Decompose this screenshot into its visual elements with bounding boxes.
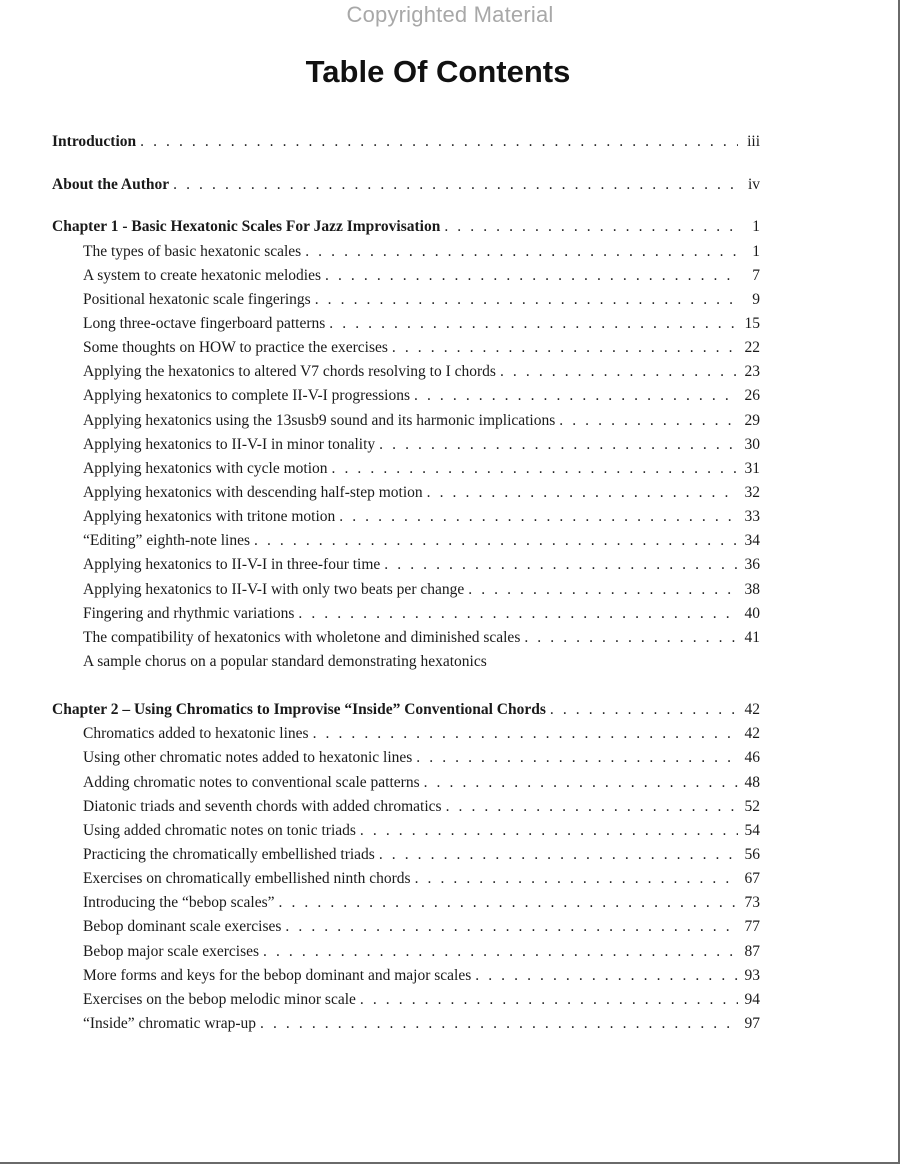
toc-page: 94 — [744, 990, 760, 1008]
toc-page: 23 — [744, 363, 760, 381]
dot-leader — [360, 819, 738, 843]
dot-leader — [446, 795, 738, 819]
dot-leader — [329, 312, 738, 336]
toc-page: 22 — [744, 339, 760, 357]
toc-page: 42 — [744, 701, 760, 719]
toc-label: A system to create hexatonic melodies — [83, 266, 322, 284]
toc-page: iv — [747, 175, 760, 193]
toc-page: 93 — [744, 966, 760, 984]
toc-entry[interactable] — [52, 1012, 760, 1036]
dot-leader — [414, 384, 738, 408]
dot-leader — [279, 891, 738, 915]
dot-leader — [339, 505, 738, 529]
toc-entry[interactable] — [52, 578, 760, 602]
toc-label: Applying hexatonics to II-V-I in three-four time — [83, 556, 381, 574]
toc-label: Introducing the “bebop scales” — [83, 894, 275, 912]
toc-page: 30 — [744, 435, 760, 453]
dot-leader — [424, 771, 738, 795]
toc-entry[interactable] — [52, 867, 760, 891]
toc-entry[interactable] — [52, 409, 760, 433]
toc-entry[interactable] — [52, 819, 760, 843]
toc-page: 52 — [744, 797, 760, 815]
toc-page: 38 — [744, 580, 760, 598]
toc-entry[interactable] — [52, 722, 760, 746]
toc-label: About the Author — [52, 175, 170, 193]
dot-leader — [360, 988, 738, 1012]
dot-leader — [254, 529, 738, 553]
toc-entry[interactable] — [52, 964, 760, 988]
toc-label: Fingering and rhythmic variations — [83, 604, 295, 622]
toc-label: Using added chromatic notes on tonic triads — [83, 821, 356, 839]
toc-entry[interactable] — [52, 529, 760, 553]
dot-leader — [260, 1012, 738, 1036]
toc-page: 56 — [744, 845, 760, 863]
toc-label: Some thoughts on HOW to practice the exercises — [83, 339, 388, 357]
toc-page: 31 — [744, 459, 760, 477]
toc-page: 42 — [744, 725, 760, 743]
toc-label: Using other chromatic notes added to hexatonic lines — [83, 749, 413, 767]
toc-page: 32 — [744, 484, 760, 502]
toc-entry[interactable] — [52, 891, 760, 915]
toc-entry[interactable] — [52, 481, 760, 505]
toc-page: 34 — [744, 532, 760, 550]
toc-entry[interactable] — [52, 288, 760, 312]
spacer — [52, 197, 760, 216]
spacer — [52, 154, 760, 173]
toc-entry[interactable] — [52, 264, 760, 288]
toc-entry[interactable] — [52, 988, 760, 1012]
toc-page: 40 — [744, 604, 760, 622]
toc-entry[interactable] — [52, 746, 760, 770]
toc-label: Positional hexatonic scale fingerings — [83, 290, 311, 308]
toc-label: The types of basic hexatonic scales — [83, 242, 302, 260]
dot-leader — [427, 481, 738, 505]
toc-page: 54 — [744, 821, 760, 839]
toc-label: Bebop major scale exercises — [83, 942, 260, 960]
toc-page: 97 — [744, 1014, 760, 1032]
toc-page: 26 — [744, 387, 760, 405]
toc-entry[interactable] — [52, 795, 760, 819]
toc-label: Introduction — [52, 133, 137, 150]
toc-front-introduction[interactable] — [52, 130, 760, 154]
chapter-2-entries — [52, 722, 760, 1036]
dot-leader — [559, 409, 738, 433]
dot-leader — [263, 940, 738, 964]
toc-page: 1 — [752, 218, 760, 236]
dot-leader — [315, 288, 738, 312]
dot-leader — [298, 602, 738, 626]
toc-page: 41 — [744, 628, 760, 646]
toc-label: Applying hexatonics with tritone motion — [83, 508, 336, 526]
toc-label: Diatonic triads and seventh chords with added chromatics — [83, 797, 442, 815]
dot-leader — [444, 215, 738, 239]
dot-leader — [285, 915, 738, 939]
toc-page: 77 — [744, 918, 760, 936]
toc-label: Practicing the chromatically embellished triads — [83, 845, 375, 863]
chapter-1-entries — [52, 240, 760, 675]
toc-label: Chapter 1 - Basic Hexatonic Scales For Jazz Improvisation — [52, 218, 441, 236]
toc-label: Applying hexatonics using the 13susb9 sound and its harmonic implications — [83, 411, 556, 429]
toc-label: Applying the hexatonics to altered V7 chords resolving to I chords — [83, 363, 496, 381]
toc-entry[interactable] — [52, 457, 760, 481]
dot-leader — [416, 746, 738, 770]
toc-label: Applying hexatonics with descending half-step motion — [83, 484, 423, 502]
toc-label: Adding chromatic notes to conventional scale patterns — [83, 773, 420, 791]
dot-leader — [468, 578, 738, 602]
toc-label: Applying hexatonics to complete II-V-I progressions — [83, 387, 411, 405]
toc-entry[interactable] — [52, 360, 760, 384]
toc-page: 87 — [744, 942, 760, 960]
toc-entry[interactable] — [52, 433, 760, 457]
toc-label: Chromatics added to hexatonic lines — [83, 725, 309, 743]
toc-label: More forms and keys for the bebop dominant and major scales — [83, 966, 472, 984]
toc-label: Long three-octave fingerboard patterns — [83, 315, 326, 333]
toc-label: Applying hexatonics to II-V-I in minor tonality — [83, 435, 376, 453]
toc-label: Bebop dominant scale exercises — [83, 918, 282, 936]
dot-leader — [550, 698, 738, 722]
toc-page: 36 — [744, 556, 760, 574]
toc-entry[interactable] — [52, 650, 760, 674]
toc-entry[interactable] — [52, 312, 760, 336]
dot-leader — [500, 360, 738, 384]
page-title: Table Of Contents — [305, 54, 571, 89]
toc-entry[interactable] — [52, 240, 760, 264]
toc-page: 7 — [752, 266, 760, 284]
spacer — [52, 674, 760, 698]
toc-entry[interactable] — [52, 915, 760, 939]
toc-page: 67 — [744, 870, 760, 888]
toc-page: 29 — [744, 411, 760, 429]
toc-label: “Editing” eighth-note lines — [83, 532, 251, 550]
toc-label: Exercises on the bebop melodic minor scale — [83, 990, 356, 1008]
toc-page: 73 — [744, 894, 760, 912]
toc-label: Applying hexatonics with cycle motion — [83, 459, 328, 477]
toc-page: 9 — [752, 290, 760, 308]
toc-page: iii — [747, 133, 760, 150]
toc-page: 1 — [752, 242, 760, 260]
toc-chapter-2-heading[interactable] — [52, 698, 760, 722]
toc-page: 48 — [744, 773, 760, 791]
dot-leader — [392, 336, 738, 360]
watermark: Copyrighted Material — [346, 2, 554, 27]
toc-entry[interactable] — [52, 626, 760, 650]
toc-label: “Inside” chromatic wrap-up — [83, 1014, 257, 1032]
toc-entry[interactable] — [52, 940, 760, 964]
toc-label: The compatibility of hexatonics with wholetone and diminished scales — [83, 628, 521, 646]
toc-entry[interactable] — [52, 384, 760, 408]
toc-entry[interactable] — [52, 843, 760, 867]
toc-label: Applying hexatonics to II-V-I with only two beats per change — [83, 580, 465, 598]
toc-page: 15 — [744, 315, 760, 333]
toc-entry[interactable] — [52, 553, 760, 577]
dot-leader — [173, 173, 738, 197]
toc-chapter-1-heading[interactable] — [52, 215, 760, 239]
dot-leader — [475, 964, 738, 988]
dot-leader — [379, 433, 738, 457]
dot-leader — [305, 240, 738, 264]
dot-leader — [140, 130, 738, 154]
toc-label: A sample chorus on a popular standard demonstrating hexatonics — [83, 653, 487, 670]
toc-label: Chapter 2 – Using Chromatics to Improvise “Inside” Conventional Chords — [52, 701, 546, 719]
toc-page: 46 — [744, 749, 760, 767]
dot-leader — [313, 722, 738, 746]
dot-leader — [415, 867, 738, 891]
dot-leader — [524, 626, 738, 650]
toc-label: Exercises on chromatically embellished ninth chords — [83, 870, 411, 888]
toc-entry[interactable] — [52, 505, 760, 529]
toc-page: 33 — [744, 508, 760, 526]
toc-entry[interactable] — [52, 602, 760, 626]
toc-entry[interactable] — [52, 336, 760, 360]
toc-front-about-author[interactable] — [52, 173, 760, 197]
dot-leader — [325, 264, 738, 288]
dot-leader — [379, 843, 738, 867]
dot-leader — [332, 457, 738, 481]
table-of-contents — [52, 130, 760, 1036]
dot-leader — [384, 553, 738, 577]
toc-entry[interactable] — [52, 771, 760, 795]
